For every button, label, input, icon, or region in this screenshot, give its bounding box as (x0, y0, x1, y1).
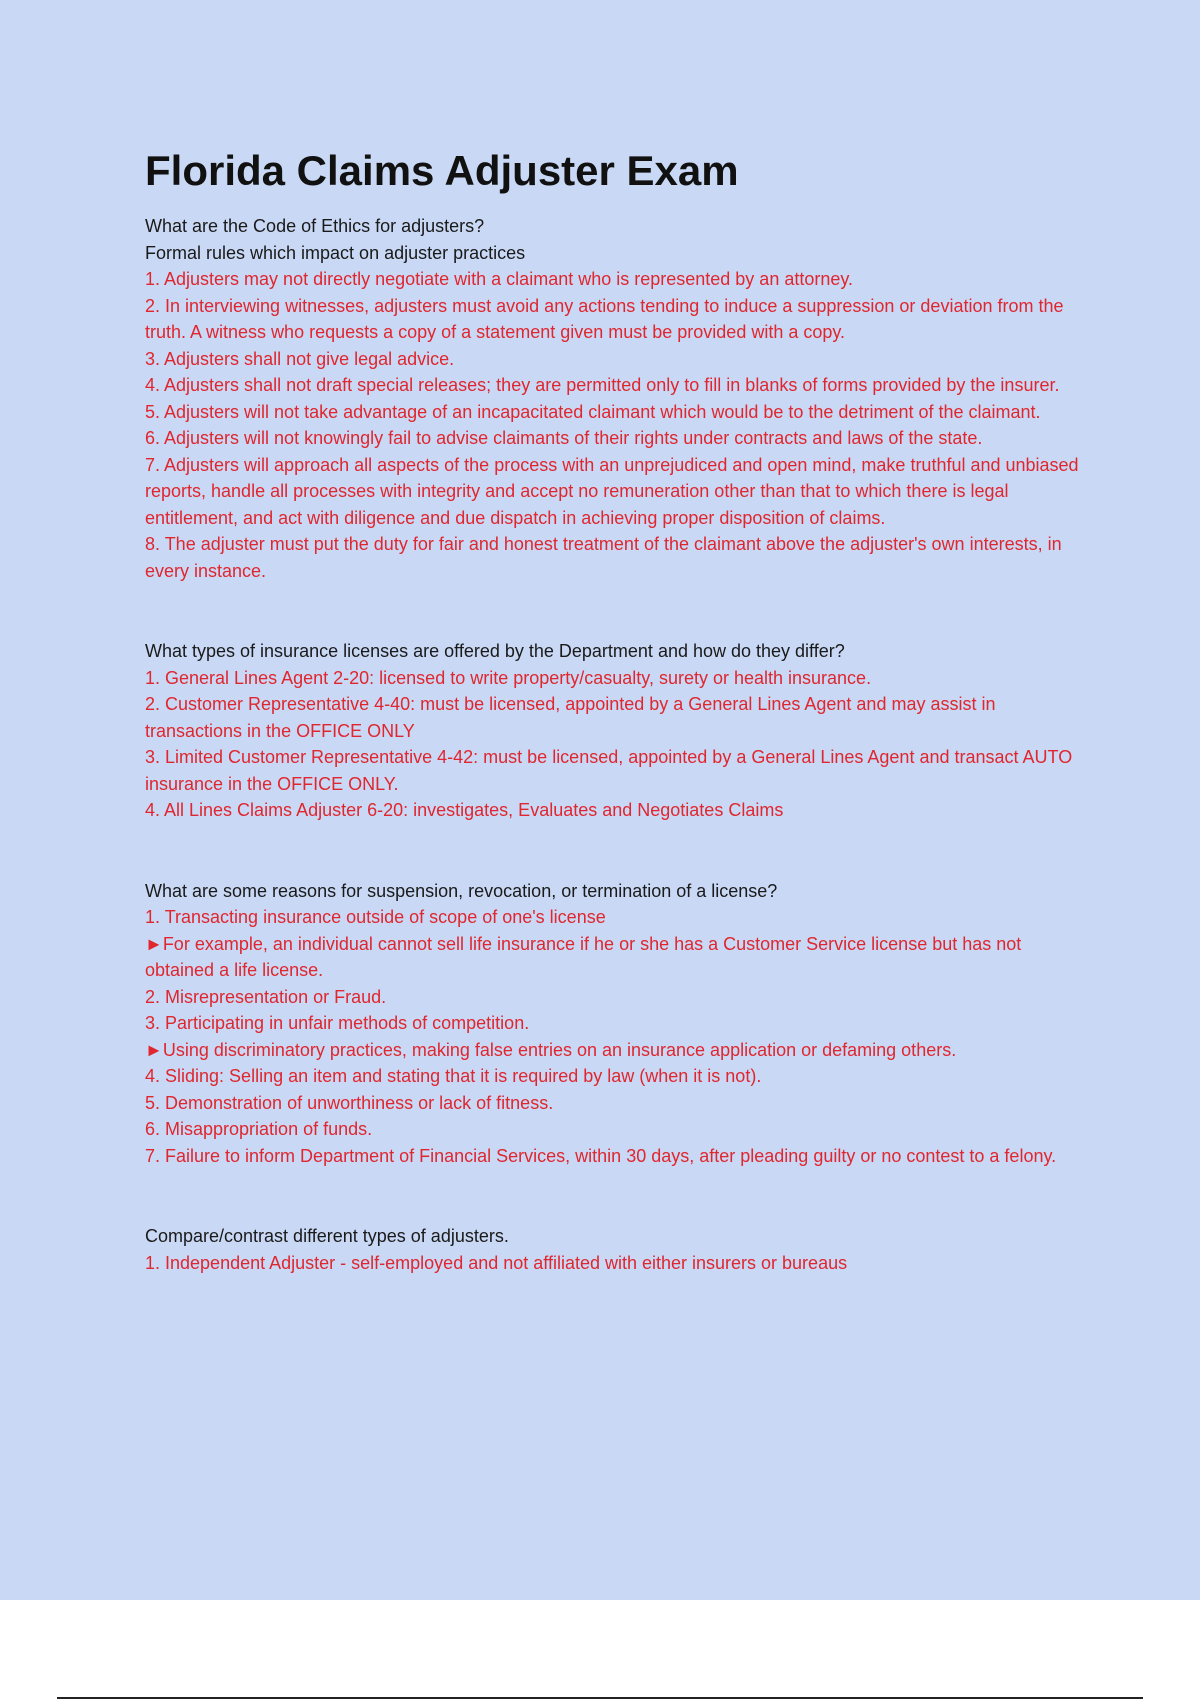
answer-item: 7. Failure to inform Department of Financial Services, within 30 days, after pleading guilty or no contest to a felony. (145, 1145, 1057, 1166)
answer-item: 8. The adjuster must put the duty for fair and honest treatment of the claimant above the adjuster's own interests, in every instance. (145, 534, 1062, 581)
question-intro: Formal rules which impact on adjuster practices (145, 242, 526, 263)
answer-item: 4. Adjusters shall not draft special releases; they are permitted only to fill in blanks of forms provided by the insurer. (145, 375, 1060, 395)
question: What are some reasons for suspension, revocation, or termination of a license? (145, 880, 778, 901)
document-title: Florida Claims Adjuster Exam (145, 147, 739, 194)
section-adjuster-types (145, 1223, 1090, 1276)
answer-item: 3. Limited Customer Representative 4-42: must be licensed, appointed by a General Lines Agent and transact AUTO insurance in the OFFICE ONLY. (145, 747, 1073, 794)
answer-item: 2. Customer Representative 4-40: must be licensed, appointed by a General Lines Agent and may assist in transactions in the OFFICE ONLY (145, 694, 996, 741)
document-content (145, 145, 1090, 1330)
answer-item: 4. Sliding: Selling an item and stating that it is required by law (when it is not). (145, 1066, 762, 1086)
answer-item: 6. Adjusters will not knowingly fail to advise claimants of their rights under contracts and laws of the state. (145, 428, 983, 448)
answer-item: 6. Misappropriation of funds. (145, 1119, 373, 1139)
answer-item: 1. Independent Adjuster - self-employed and not affiliated with either insurers or bureaus (145, 1252, 848, 1273)
answer-item: 5. Demonstration of unworthiness or lack of fitness. (145, 1092, 554, 1113)
answer-item: 2. Misrepresentation or Fraud. (145, 986, 387, 1007)
question: Compare/contrast different types of adjusters. (145, 1226, 509, 1246)
answer-item: 7. Adjusters will approach all aspects of the process with an unprejudiced and open mind, make truthful and unbiased reports, handle all processes with integrity and accept no remuneration other than that to which there is legal entitlement, and act with diligence and due dispatch in achieving proper disposition of claims. (145, 454, 1079, 528)
answer-item: 3. Participating in unfair methods of competition. (145, 1013, 530, 1033)
page-divider (57, 1697, 1143, 1699)
question: What are the Code of Ethics for adjusters? (145, 216, 485, 236)
answer-item: ►For example, an individual cannot sell life insurance if he or she has a Customer Service license but has not obtained a life license. (145, 933, 1022, 980)
answer-item: 5. Adjusters will not take advantage of an incapacitated claimant which would be to the detriment of the claimant. (145, 401, 1041, 422)
answer-item: 4. All Lines Claims Adjuster 6-20: investigates, Evaluates and Negotiates Claims (145, 800, 784, 820)
section-license-types (145, 638, 1090, 824)
section-license-suspension (145, 878, 1090, 1170)
question: What types of insurance licenses are offered by the Department and how do they differ? (145, 641, 845, 661)
section-code-of-ethics (145, 213, 1090, 584)
answer-item: ►Using discriminatory practices, making false entries on an insurance application or defaming others. (145, 1039, 957, 1060)
answer-item: 1. Transacting insurance outside of scope of one's license (145, 907, 606, 927)
answer-item: 1. Adjusters may not directly negotiate with a claimant who is represented by an attorney. (145, 269, 854, 289)
answer-item: 1. General Lines Agent 2-20: licensed to write property/casualty, surety or health insurance. (145, 667, 872, 688)
answer-item: 2. In interviewing witnesses, adjusters must avoid any actions tending to induce a suppression or deviation from the truth. A witness who requests a copy of a statement given must be provided with a copy. (145, 295, 1064, 342)
answer-item: 3. Adjusters shall not give legal advice. (145, 348, 455, 369)
